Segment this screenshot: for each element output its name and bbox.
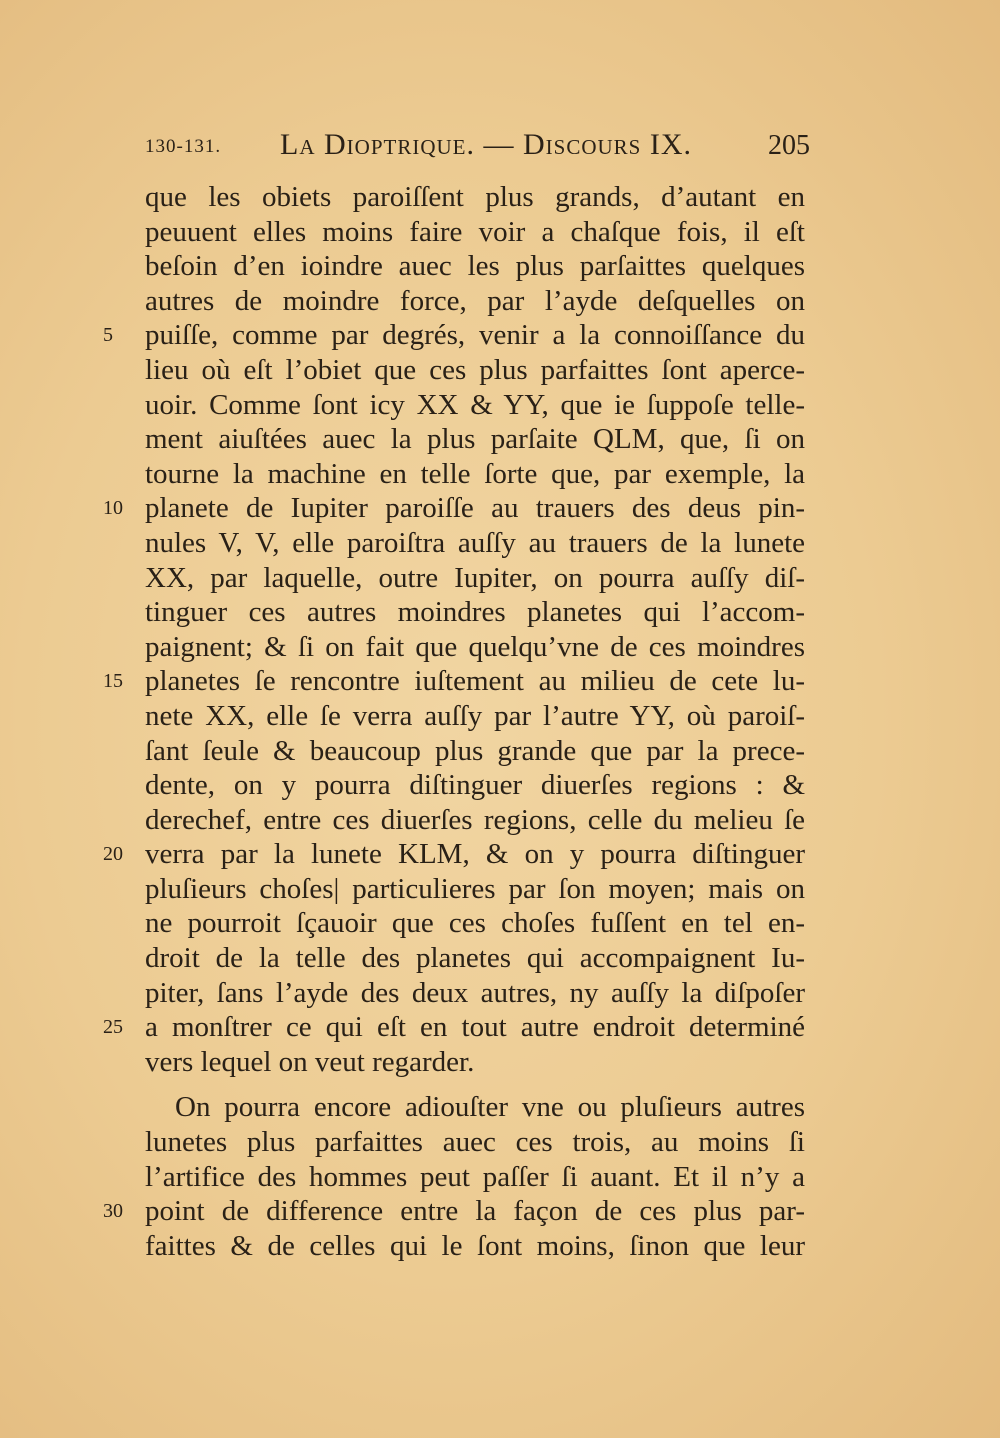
text-line (145, 422, 805, 457)
text-line (145, 1229, 805, 1264)
line-text: paignent; & ſi on fait que quelqu’vne de ces moindres (145, 630, 805, 663)
text-line (145, 249, 805, 284)
text-line (145, 284, 805, 319)
line-number: 20 (103, 843, 123, 866)
text-line (145, 215, 805, 250)
text-line (145, 768, 805, 803)
line-text: l’artifice des hommes peut paſſer ſi auant. Et il n’y a (145, 1160, 805, 1193)
line-text: planetes ſe rencontre iuſtement au milieu de cete lu- (145, 665, 805, 698)
line-number: 15 (103, 670, 123, 693)
text-line (145, 1045, 805, 1080)
text-line (145, 595, 805, 630)
text-line (145, 1090, 805, 1125)
line-text: droit de la telle des planetes qui accompaignent Iu- (145, 942, 805, 975)
text-line (145, 630, 805, 665)
line-text: point de difference entre la façon de ces plus par- (145, 1195, 805, 1228)
header-title: La Dioptrique. — Discours IX. (280, 128, 692, 161)
page-number: 205 (768, 130, 810, 161)
text-line (145, 734, 805, 769)
line-text: pluſieurs choſes| particulieres par ſon moyen; mais on (145, 872, 805, 905)
line-text: piter, ſans l’ayde des deux autres, ny auſſy la diſpoſer (145, 976, 805, 1009)
line-text: ne pourroit ſçauoir que ces choſes fuſſent en tel en- (145, 907, 805, 940)
line-text: ment aiuſtées auec la plus parſaite QLM, que, ſi on (145, 423, 805, 456)
line-text: verra par la lunete KLM, & on y pourra diſtinguer (145, 838, 805, 871)
line-text: faittes & de celles qui le ſont moins, ſinon que leur (145, 1229, 805, 1262)
text-line (145, 976, 805, 1011)
line-text: tinguer ces autres moindres planetes qui l’accom- (145, 596, 805, 629)
line-number: 10 (103, 497, 123, 520)
line-text: lunetes plus parfaittes auec ces trois, au moins ſi (145, 1126, 805, 1159)
body-text (103, 180, 805, 1263)
text-line (145, 699, 805, 734)
text-line (145, 561, 805, 596)
line-text: uoir. Comme ſont icy XX & YY, que ie ſuppoſe telle- (145, 388, 805, 421)
line-text: a monſtrer ce qui eſt en tout autre endroit determiné (145, 1011, 805, 1044)
text-line (103, 837, 805, 872)
line-text: derechef, entre ces diuerſes regions, celle du melieu ſe (145, 803, 805, 836)
line-number: 30 (103, 1200, 123, 1223)
text-line (145, 457, 805, 492)
line-text: ſant ſeule & beaucoup plus grande que par la prece- (145, 734, 805, 767)
text-line (145, 872, 805, 907)
line-text: nules V, V, elle paroiſtra auſſy au trauers de la lunete (145, 526, 805, 559)
line-number: 25 (103, 1016, 123, 1039)
text-line (145, 803, 805, 838)
line-text: dente, on y pourra diſtinguer diuerſes regions : & (145, 769, 805, 802)
text-line (145, 941, 805, 976)
text-line (145, 1160, 805, 1195)
line-text: autres de moindre force, par l’ayde deſquelles on (145, 284, 805, 317)
text-line (145, 388, 805, 423)
line-text: planete de Iupiter paroiſſe au trauers des deus pin- (145, 492, 805, 525)
line-text: puiſſe, comme par degrés, venir a la connoiſſance du (145, 319, 805, 352)
text-line (145, 353, 805, 388)
text-line (103, 491, 805, 526)
line-text: lieu où eſt l’obiet que ces plus parfaittes ſont aperce- (145, 353, 805, 386)
text-line (103, 664, 805, 699)
text-line (103, 1010, 805, 1045)
text-line (103, 318, 805, 353)
running-header (145, 128, 810, 168)
text-line (145, 1125, 805, 1160)
line-text: nete XX, elle ſe verra auſſy par l’autre YY, où paroiſ- (145, 699, 805, 732)
header-page-range: 130-131. (145, 136, 222, 157)
line-number: 5 (103, 324, 113, 347)
line-text: tourne la machine en telle ſorte que, par exemple, la (145, 457, 805, 490)
line-text: XX, par laquelle, outre Iupiter, on pourra auſſy diſ- (145, 561, 805, 594)
text-line (145, 906, 805, 941)
line-text: vers lequel on veut regarder. (145, 1045, 475, 1078)
line-text: peuuent elles moins faire voir a chaſque fois, il eſt (145, 215, 805, 248)
line-text: On pourra encore adiouſter vne ou pluſieurs autres (175, 1091, 805, 1124)
text-line (103, 1194, 805, 1229)
text-line (145, 180, 805, 215)
line-text: que les obiets paroiſſent plus grands, d’autant en (145, 181, 805, 213)
line-text: beſoin d’en ioindre auec les plus parſaittes quelques (145, 250, 805, 283)
text-line (145, 526, 805, 561)
